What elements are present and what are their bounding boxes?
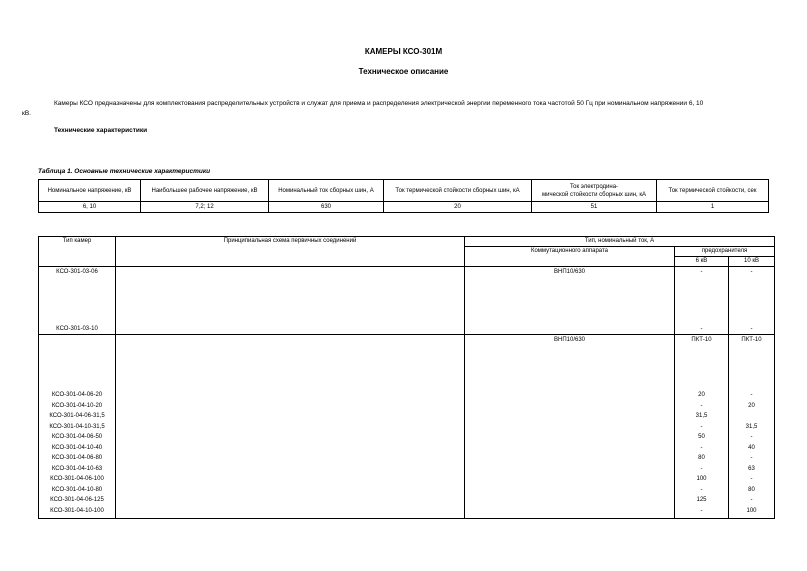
scheme-diagram-1 [116,267,465,335]
header-type: Тип камер [39,237,116,267]
switch-value: ВНП10/630 [554,337,585,343]
main-specs-table [38,179,769,213]
circuit-scheme-1 [290,267,465,335]
intro-tail: кВ. [22,110,31,117]
header-10kv: 10 кВ [729,257,775,267]
value-cell: 20 [384,202,532,213]
table1-caption: Таблица 1. Основные технические характеристики [38,168,211,175]
camera-type: КСО-301-04-10-40 [51,444,103,451]
camera-type: КСО-301-04-06-100 [50,476,104,482]
header-cell: Наибольшее рабочее напряжение, кВ [141,180,269,202]
fuse-10kv-value: 20 [748,402,755,409]
group2-types [39,335,116,519]
fuse-10kv-value: 40 [748,444,755,451]
camera-type: КСО-301-04-06-80 [51,455,103,461]
fuse-10kv-value [729,411,774,422]
circuit-scheme-2 [290,335,465,519]
fuse-type: ПКТ-10 [741,337,762,343]
group2-fuse10 [729,335,775,519]
group1-switch [465,267,675,335]
fuse-10kv-value: - [750,392,753,398]
value-cell: 630 [269,202,384,213]
camera-type: КСО-301-04-06-20 [51,392,103,398]
camera-type: КСО-301-04-10-100 [50,507,104,514]
header-switch: Коммутационного аппарата [465,247,675,267]
fuse-10kv-value: 80 [748,486,755,493]
fuse-6kv-value: - [700,507,703,514]
section-heading: Технические характеристики [54,127,148,134]
header-current: Тип, номинальный ток, А [465,237,775,247]
fuse-6kv-value: 50 [698,434,705,440]
group1-types [39,267,116,335]
header-cell: Ток термической стойкости, сек [657,180,769,202]
value-cell: 7,2; 12 [141,202,269,213]
value-cell: 6, 10 [39,202,141,213]
fuse-type: ПКТ-10 [691,337,712,343]
camera-type: КСО-301-04-06-125 [50,497,104,503]
fuse-6kv-value: 100 [696,476,707,482]
page-title: КАМЕРЫ КСО-301М [364,47,443,56]
header-scheme: Принципиальная схема первичных соединений [116,237,465,267]
fuse-6kv-value: 80 [698,455,705,461]
group2-fuse6 [675,335,729,519]
fuse-10kv-value: - [750,434,753,440]
fuse-6kv-value: - [700,486,703,493]
camera-type: КСО-301-04-06-31,5 [49,413,105,419]
fuse-6kv-value: - [700,465,703,472]
camera-type: КСО-301-04-10-63 [51,465,103,472]
camera-type: КСО-301-04-10-31,5 [49,423,105,430]
group1-fuse6 [675,267,729,335]
group1-fuse10 [729,267,775,335]
header-6kv: 6 кВ [675,257,729,267]
header-cell [532,180,657,202]
fuse-6kv-value: 31,5 [695,413,708,419]
fuse-6kv-value: 20 [698,392,705,398]
scheme-diagram-2 [116,335,465,519]
fuse-10kv-value: - [750,497,753,503]
header-cell: Ток термической стойкости сборных шин, кА [384,180,532,202]
intro-text: Камеры КСО предназначены для комплектования распределительных устройств и служат для приема и распределения электрической энергии переменного тока частотой 50 Гц при номинальном напряжении 6, 10 [54,100,704,107]
camera-type: КСО-301-04-10-80 [51,486,103,493]
fuse-value: - [750,326,753,332]
value-cell: 1 [657,202,769,213]
camera-type: КСО-301-04-06-50 [51,434,103,440]
fuse-10kv-value: 31,5 [745,423,758,430]
fuse-6kv-value: - [700,402,703,409]
fuse-6kv-value: 125 [696,497,707,503]
fuse-value: - [750,269,753,275]
fuse-10kv-value: - [750,476,753,482]
header-fuses: предохранителя [675,247,775,257]
fuse-6kv-value: - [700,444,703,451]
header-line: Ток электродина- [569,183,619,190]
fuse-10kv-value: 100 [746,507,757,514]
switch-value: ВНП10/630 [554,269,585,275]
fuse-6kv-value: - [700,423,703,430]
fuse-value: - [700,269,703,275]
camera-types-table [38,236,775,519]
intro-paragraph [22,99,778,119]
fuse-value: - [700,326,703,332]
header-line: мической стойкости сборных шин, кА [542,191,646,198]
type-last: КСО-301-03-10 [56,326,98,332]
page-subtitle: Техническое описание [358,67,449,76]
header-cell: Номинальное напряжение, кВ [39,180,141,202]
group2-switch [465,335,675,519]
fuse-10kv-value: - [750,455,753,461]
type-first: КСО-301-03-06 [56,269,98,275]
value-cell: 51 [532,202,657,213]
camera-type: КСО-301-04-10-20 [51,402,103,409]
header-cell: Номинальный ток сборных шин, А [269,180,384,202]
fuse-10kv-value: 63 [748,465,755,472]
